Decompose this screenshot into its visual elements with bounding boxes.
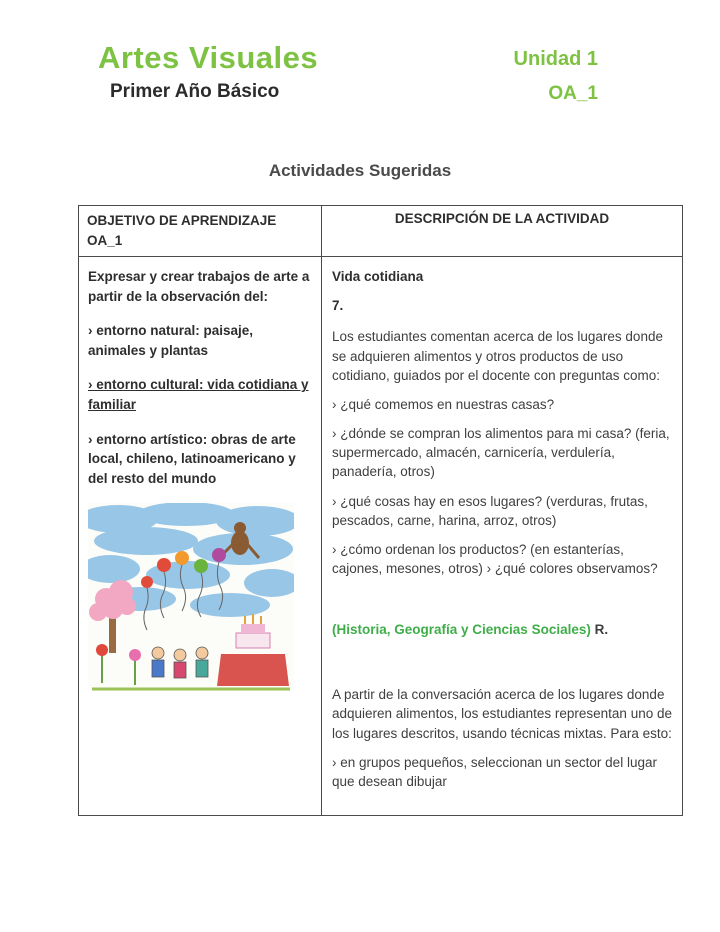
activity-number: 7. <box>332 298 344 314</box>
objective-item-natural: › entorno natural: paisaje, animales y plantas <box>88 323 254 358</box>
unit-label: Unidad 1 <box>513 48 598 70</box>
page-title: Actividades Sugeridas <box>268 161 452 180</box>
child-drawing-svg <box>88 503 294 691</box>
objective-column-header: OBJETIVO DE APRENDIZAJE OA_1 <box>79 206 322 257</box>
subject-reference-suffix: R. <box>590 622 609 638</box>
header-right <box>514 40 598 105</box>
document-header <box>0 0 720 105</box>
course-subtitle: Primer Año Básico <box>110 81 280 102</box>
activity-step-1: › en grupos pequeños, seleccionan un sector del lugar que desean dibujar <box>332 754 657 789</box>
course-title: Artes Visuales <box>98 40 319 75</box>
activity-cell <box>322 257 683 816</box>
activity-continuation: A partir de la conversación acerca de los lugares donde adquieren alimentos, los estudiantes representan uno de los lugares descritos, usando técnicas mixtas. Para esto: <box>332 687 672 741</box>
objective-item-artistico: › entorno artístico: obras de arte local, chileno, latinoamericano y del resto del mundo <box>88 431 296 486</box>
activity-intro: Los estudiantes comentan acerca de los lugares donde se adquieren alimentos y otros productos de uso cotidiano, guiados por el docente con preguntas como: <box>332 329 663 383</box>
oa-label: OA_1 <box>548 83 598 104</box>
activity-question-2: › ¿dónde se compran los alimentos para mi casa? (feria, supermercado, almacén, carnicería, verdulería, panadería, otros) <box>332 426 670 480</box>
table-body-row <box>79 257 683 816</box>
activity-question-1: › ¿qué comemos en nuestras casas? <box>332 396 555 412</box>
objective-intro: Expresar y crear trabajos de arte a partir de la observación del: <box>88 269 310 304</box>
subject-reference-green: (Historia, Geografía y Ciencias Sociales) <box>332 622 591 638</box>
table-header-row <box>79 206 683 257</box>
activity-column-header: DESCRIPCIÓN DE LA ACTIVIDAD <box>322 206 683 257</box>
activities-table <box>78 205 683 816</box>
header-left <box>98 40 318 103</box>
activity-question-3: › ¿qué cosas hay en esos lugares? (verduras, frutas, pescados, carne, harina, arroz, otros) <box>332 493 648 528</box>
subject-reference <box>332 620 672 639</box>
child-drawing-image <box>88 503 294 691</box>
activity-question-4: › ¿cómo ordenan los productos? (en estanterías, cajones, mesones, otros) › ¿qué colores observamos? <box>332 541 658 576</box>
activity-heading: Vida cotidiana <box>332 269 424 285</box>
objective-item-cultural: › entorno cultural: vida cotidiana y familiar <box>88 377 309 412</box>
objective-cell <box>79 257 322 816</box>
